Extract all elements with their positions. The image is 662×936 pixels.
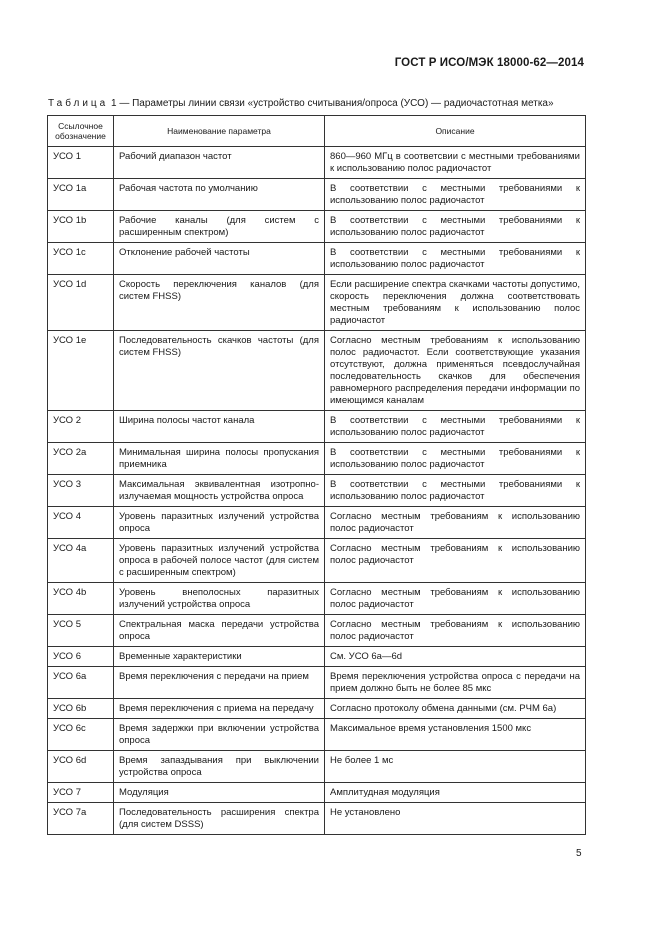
ref-cell: УСО 4b	[48, 583, 114, 615]
param-cell: Последовательность скачков частоты (для систем FHSS)	[114, 331, 325, 411]
desc-cell: Не установлено	[325, 803, 586, 835]
table-row	[48, 667, 586, 699]
ref-cell: УСО 6b	[48, 699, 114, 719]
desc-cell: Амплитудная модуляция	[325, 783, 586, 803]
desc-cell: Если расширение спектра скачками частоты допустимо, скорость переключения должна соответствовать местным требованиям к использованию полос радиочастот	[325, 275, 586, 331]
desc-cell: В соответствии с местными требованиями к использованию полос радиочастот	[325, 411, 586, 443]
table-row	[48, 699, 586, 719]
desc-cell: Согласно протоколу обмена данными (см. РЧМ 6а)	[325, 699, 586, 719]
page-number: 5	[576, 848, 582, 859]
ref-cell: УСО 7а	[48, 803, 114, 835]
desc-cell: Согласно местным требованиям к использованию полос радиочастот	[325, 615, 586, 647]
table-row	[48, 583, 586, 615]
table-header-row	[48, 116, 586, 147]
table-row	[48, 147, 586, 179]
param-cell: Время переключения с приема на передачу	[114, 699, 325, 719]
table-row	[48, 751, 586, 783]
param-cell: Временные характеристики	[114, 647, 325, 667]
document-code: ГОСТ Р ИСО/МЭК 18000-62—2014	[394, 57, 584, 69]
ref-cell: УСО 4а	[48, 539, 114, 583]
ref-cell: УСО 1d	[48, 275, 114, 331]
desc-cell: Максимальное время установления 1500 мкс	[325, 719, 586, 751]
param-cell: Ширина полосы частот канала	[114, 411, 325, 443]
ref-cell: УСО 1	[48, 147, 114, 179]
column-header-ref: Ссылочное обозначение	[48, 116, 114, 147]
param-cell: Время задержки при включении устройства опроса	[114, 719, 325, 751]
param-cell: Рабочая частота по умолчанию	[114, 179, 325, 211]
desc-cell: См. УСО 6а—6d	[325, 647, 586, 667]
desc-cell: Согласно местным требованиям к использованию полос радиочастот	[325, 539, 586, 583]
table-row	[48, 719, 586, 751]
desc-cell: В соответствии с местными требованиями к использованию полос радиочастот	[325, 443, 586, 475]
ref-cell: УСО 1е	[48, 331, 114, 411]
table-row	[48, 615, 586, 647]
param-cell: Время запаздывания при выключении устройства опроса	[114, 751, 325, 783]
param-cell: Уровень паразитных излучений устройства опроса в рабочей полосе частот (для систем с расширенным спектром)	[114, 539, 325, 583]
table-row	[48, 507, 586, 539]
table-row	[48, 803, 586, 835]
param-cell: Отклонение рабочей частоты	[114, 243, 325, 275]
column-header-param: Наименование параметра	[114, 116, 325, 147]
param-cell: Время переключения с передачи на прием	[114, 667, 325, 699]
table-row	[48, 411, 586, 443]
param-cell: Максимальная эквивалентная изотропно-излучаемая мощность устройства опроса	[114, 475, 325, 507]
ref-cell: УСО 3	[48, 475, 114, 507]
ref-cell: УСО 1а	[48, 179, 114, 211]
desc-cell: Согласно местным требованиям к использованию полос радиочастот	[325, 583, 586, 615]
ref-cell: УСО 7	[48, 783, 114, 803]
desc-cell: Согласно местным требованиям к использованию полос радиочастот. Если соответствующие указания отсутствуют, должна применяться псевдослучайная последовательность скачков для обеспечения равномерного распределения передачи информации по имеющимся каналам	[325, 331, 586, 411]
param-cell: Минимальная ширина полосы пропускания приемника	[114, 443, 325, 475]
desc-cell: В соответствии с местными требованиями к использованию полос радиочастот	[325, 475, 586, 507]
table-row	[48, 783, 586, 803]
ref-cell: УСО 5	[48, 615, 114, 647]
table-row	[48, 331, 586, 411]
caption-word: Таблица	[48, 98, 109, 109]
ref-cell: УСО 6d	[48, 751, 114, 783]
param-cell: Спектральная маска передачи устройства опроса	[114, 615, 325, 647]
table-row	[48, 443, 586, 475]
ref-cell: УСО 1b	[48, 211, 114, 243]
param-cell: Скорость переключения каналов (для систем FHSS)	[114, 275, 325, 331]
ref-cell: УСО 6с	[48, 719, 114, 751]
desc-cell: Не более 1 мс	[325, 751, 586, 783]
table-row	[48, 647, 586, 667]
table-caption	[48, 98, 554, 109]
ref-cell: УСО 6а	[48, 667, 114, 699]
table-row	[48, 211, 586, 243]
parameters-table	[47, 115, 586, 835]
table-row	[48, 539, 586, 583]
param-cell: Рабочие каналы (для систем с расширенным спектром)	[114, 211, 325, 243]
table-row	[48, 275, 586, 331]
table-row	[48, 179, 586, 211]
ref-cell: УСО 1с	[48, 243, 114, 275]
ref-cell: УСО 6	[48, 647, 114, 667]
param-cell: Модуляция	[114, 783, 325, 803]
ref-cell: УСО 2	[48, 411, 114, 443]
desc-cell: Согласно местным требованиям к использованию полос радиочастот	[325, 507, 586, 539]
desc-cell: В соответствии с местными требованиями к использованию полос радиочастот	[325, 179, 586, 211]
ref-cell: УСО 4	[48, 507, 114, 539]
caption-text: — Параметры линии связи «устройство считывания/опроса (УСО) — радиочастотная метка»	[119, 98, 554, 109]
ref-cell: УСО 2а	[48, 443, 114, 475]
desc-cell: В соответствии с местными требованиями к использованию полос радиочастот	[325, 211, 586, 243]
desc-cell: В соответствии с местными требованиями к использованию полос радиочастот	[325, 243, 586, 275]
param-cell: Уровень паразитных излучений устройства опроса	[114, 507, 325, 539]
column-header-desc: Описание	[325, 116, 586, 147]
table-row	[48, 475, 586, 507]
param-cell: Последовательность расширения спектра (для систем DSSS)	[114, 803, 325, 835]
param-cell: Уровень внеполосных паразитных излучений устройства опроса	[114, 583, 325, 615]
desc-cell: Время переключения устройства опроса с передачи на прием должно быть не более 85 мкс	[325, 667, 586, 699]
caption-number: 1	[111, 98, 117, 109]
table-row	[48, 243, 586, 275]
desc-cell: 860—960 МГц в соответсвии с местными требованиями к использованию полос радиочастот	[325, 147, 586, 179]
param-cell: Рабочий диапазон частот	[114, 147, 325, 179]
